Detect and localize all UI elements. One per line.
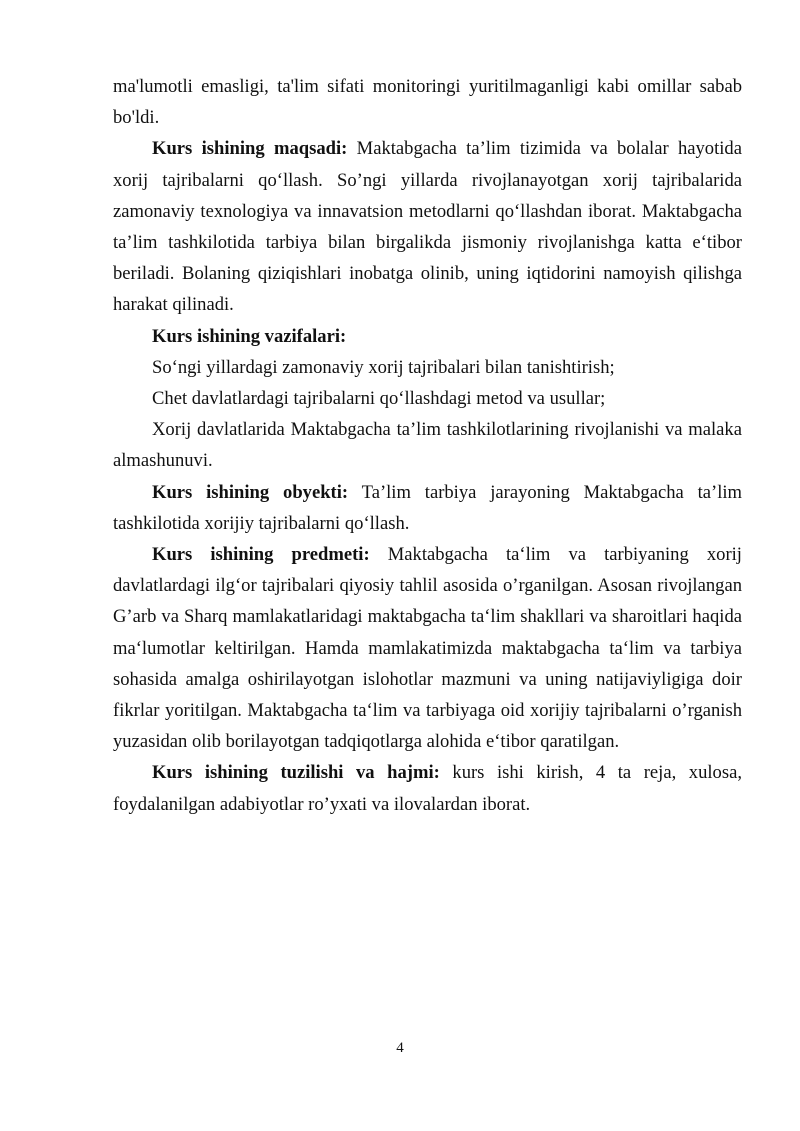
goal-heading: Kurs ishining maqsadi: xyxy=(152,138,348,160)
subject-text: Maktabgacha ta‘lim va tarbiyaning xorij davlatlardagi ilg‘or tajribalari qiyosiy tahlil asosida o’rganilgan. Asosan rivojlangan G’arb va Sharq mamlakatlaridagi maktabgacha ta‘lim shakllari va sharoitlari haqida ma‘lumotlar keltirilgan. Hamda mamlakatimizda maktabgacha ta‘lim va tarbiya sohasida amalga oshirilayotgan islohotlar mazmuni va uning natijaviyligiga doir fikrlar yoritilgan. Maktabgacha ta‘lim va tarbiyaga oid xorijiy tajribalarni o’rganish yuzasidan olib borilayotgan tadqiqotlarga alohida e‘tibor qaratilgan. xyxy=(113,544,742,753)
structure-text: kurs ishi kirish, 4 ta reja, xulosa, foydalanilgan adabiyotlar ro’yxati va ilovalardan iborat. xyxy=(113,762,742,815)
page-number: 4 xyxy=(396,1040,404,1056)
paragraph-object xyxy=(113,477,742,539)
paragraph-subject xyxy=(113,539,742,757)
paragraph-intro-continuation: ma'lumotli emasligi, ta'lim sifati monitoringi yuritilmaganligi kabi omillar sabab bo'ldi. xyxy=(113,76,742,129)
task-item-2: Chet davlatlardagi tajribalarni qo‘llashdagi metod va usullar; xyxy=(152,388,606,410)
paragraph-structure xyxy=(113,757,742,819)
subject-heading: Kurs ishining predmeti: xyxy=(152,544,370,566)
goal-text: Maktabgacha ta’lim tizimida va bolalar hayotida xorij tajribalarni qo‘llash. So’ngi yillarda rivojlanayotgan xorij tajribalarida zamonaviy texnologiya va innavatsion metodlarni qo‘llashdan iborat. Maktabgacha ta’lim tashkilotida tarbiya bilan birgalikda jismoniy rivojlanishga katta e‘tibor beriladi. Bolaning qiziqishlari inobatga olinib, uning iqtidorini namoyish qilishga harakat qilinadi. xyxy=(113,138,742,316)
object-text: Ta’lim tarbiya jarayoning Maktabgacha ta’lim tashkilotida xorijiy tajribalarni qo‘llash. xyxy=(113,481,742,534)
tasks-heading: Kurs ishining vazifalari: xyxy=(152,325,347,347)
structure-heading: Kurs ishining tuzilishi va hajmi: xyxy=(152,762,440,784)
document-body xyxy=(113,71,742,820)
object-heading: Kurs ishining obyekti: xyxy=(152,481,349,503)
paragraph-goal xyxy=(113,133,742,320)
task-item-1: So‘ngi yillardagi zamonaviy xorij tajribalari bilan tanishtirish; xyxy=(152,356,615,378)
task-item-3: Xorij davlatlarida Maktabgacha ta’lim tashkilotlarining rivojlanishi va malaka almashunuvi. xyxy=(113,419,742,472)
